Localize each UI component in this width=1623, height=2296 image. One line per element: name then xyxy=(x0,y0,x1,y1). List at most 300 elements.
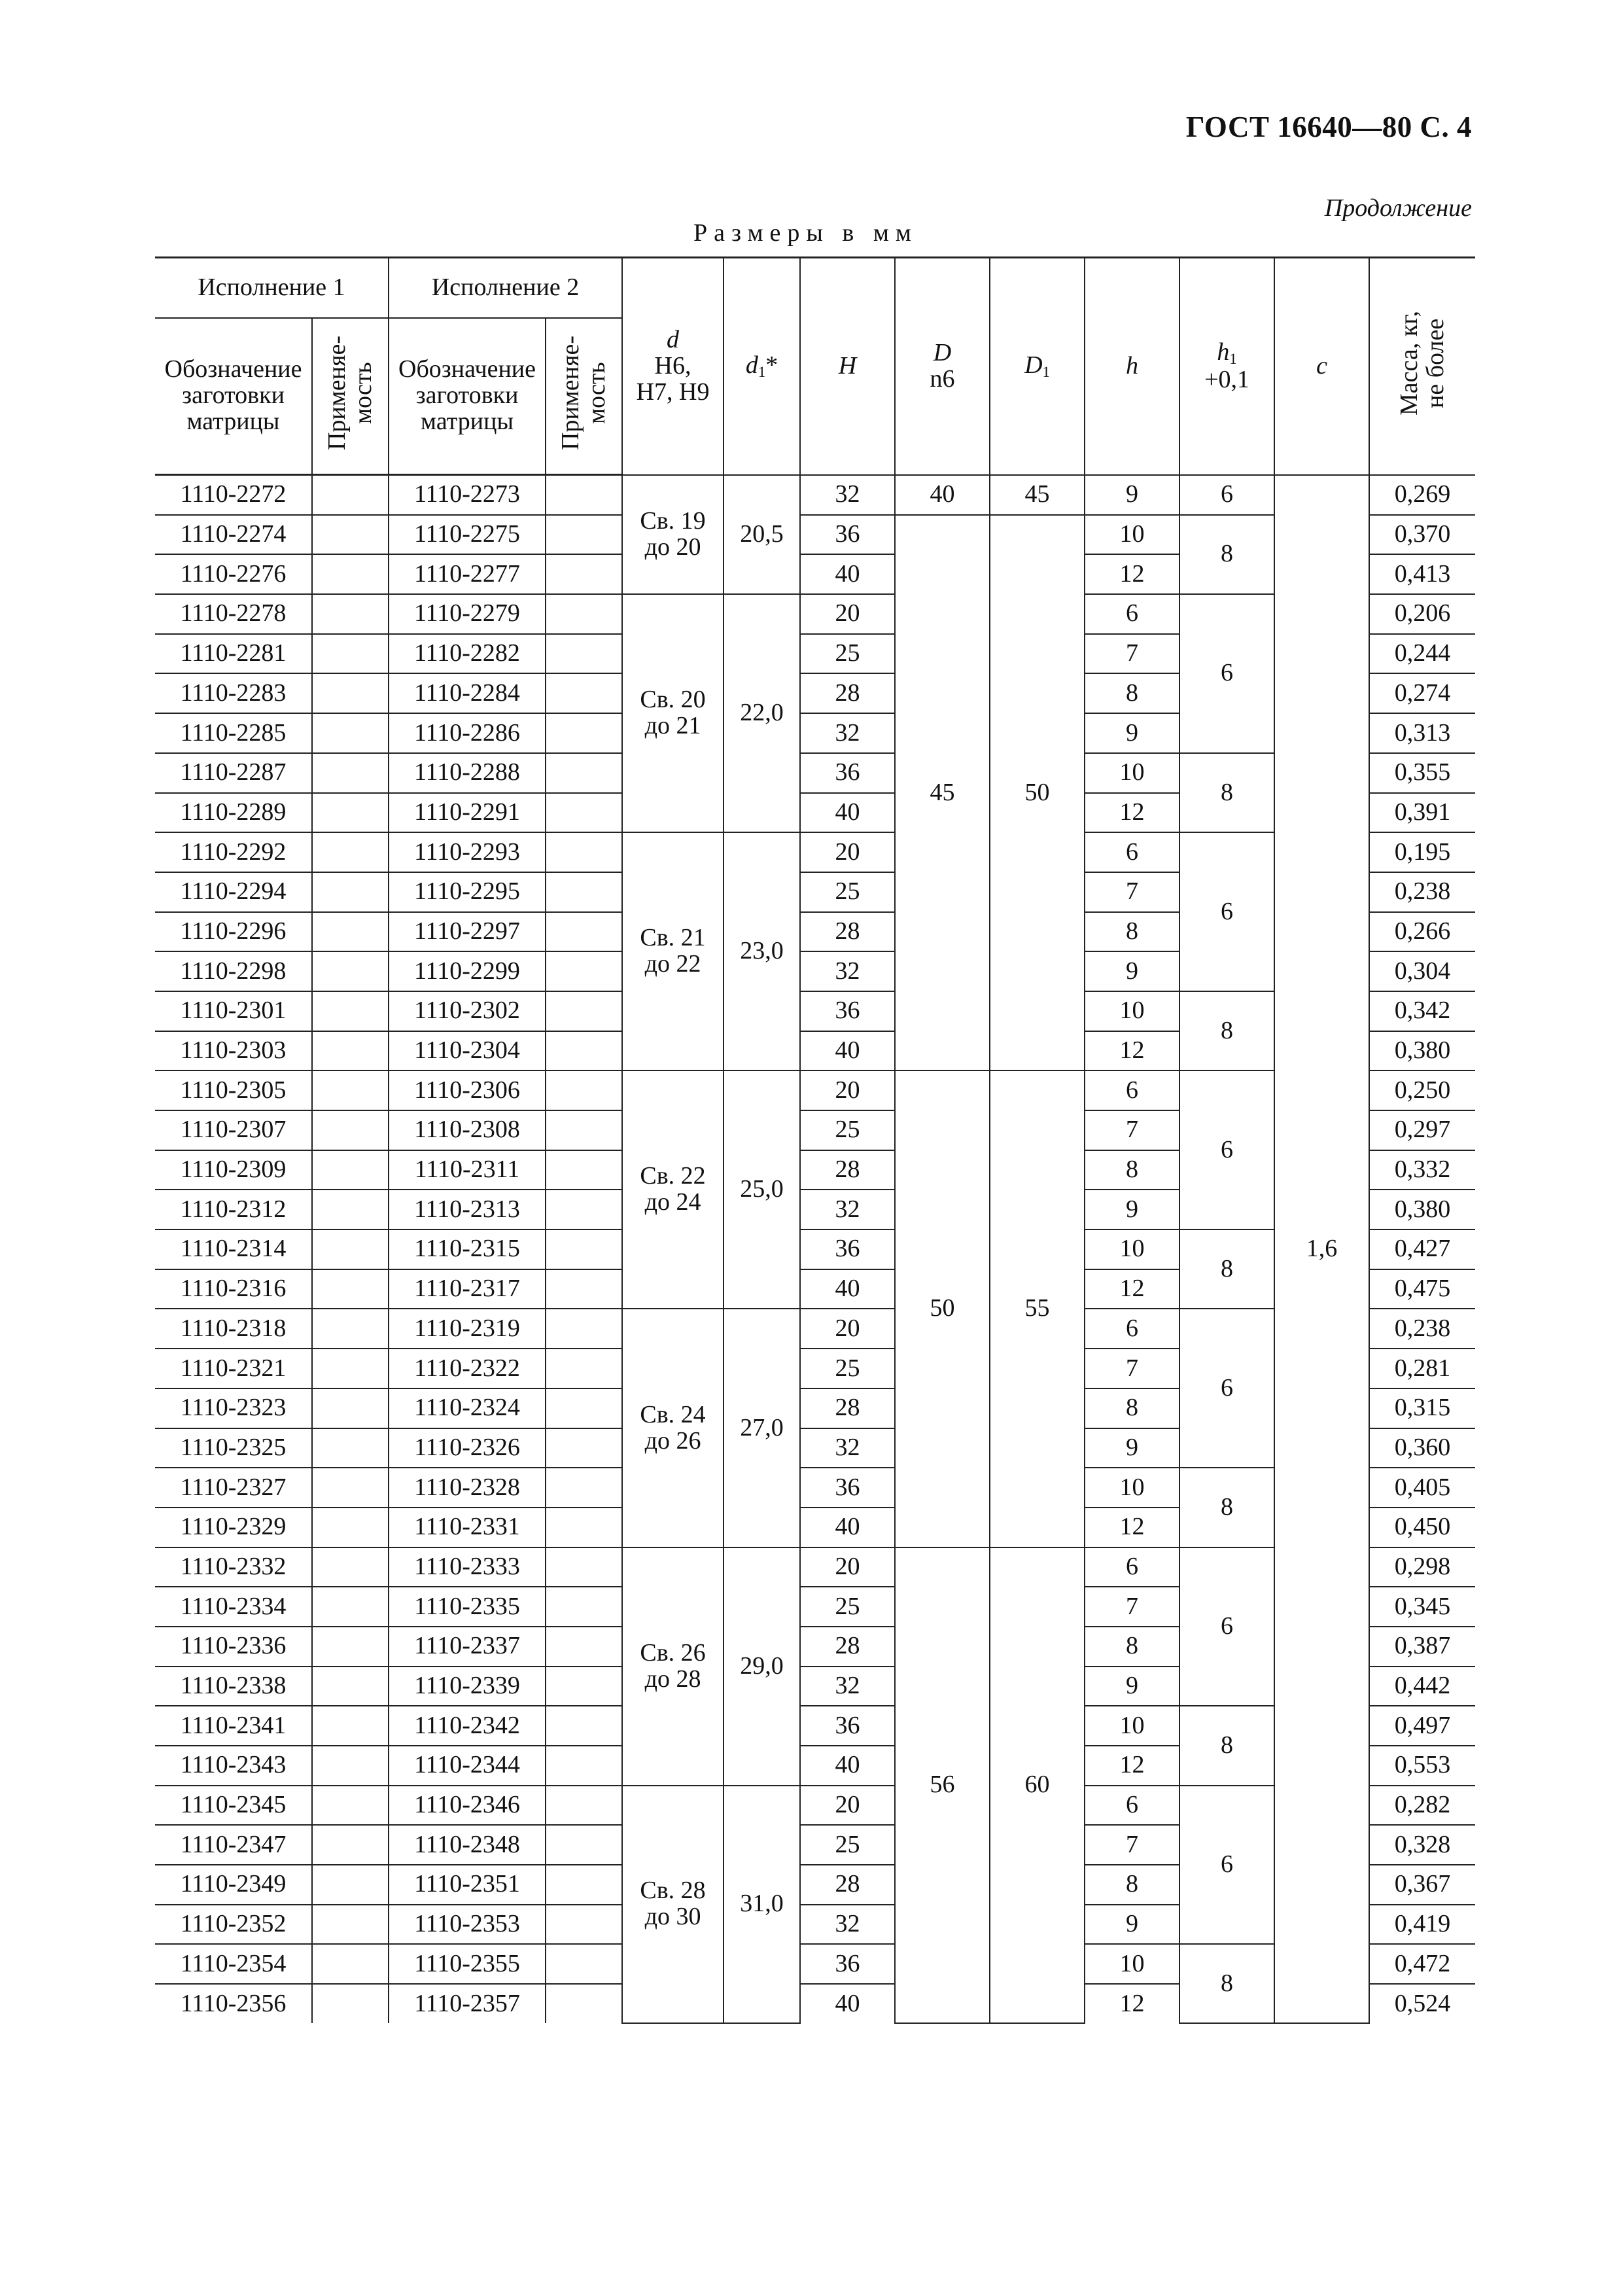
v2-designation-cell: 1110-2315 xyxy=(389,1229,546,1269)
D1-cell: 45 xyxy=(990,475,1085,515)
D-cell: 50 xyxy=(895,1070,990,1547)
H-cell: 28 xyxy=(800,673,895,713)
v1-applicability-cell xyxy=(312,1349,389,1388)
v2-designation-cell: 1110-2344 xyxy=(389,1746,546,1786)
v1-applicability-cell xyxy=(312,1667,389,1706)
h-cell: 9 xyxy=(1085,951,1179,991)
H-cell: 20 xyxy=(800,1547,895,1587)
mass-cell: 0,206 xyxy=(1369,594,1475,634)
dimensions-table xyxy=(155,256,1475,2024)
v2-applicability-cell xyxy=(546,1229,622,1269)
h1-cell: 8 xyxy=(1179,1944,1274,2022)
mass-cell: 0,313 xyxy=(1369,713,1475,753)
H-cell: 40 xyxy=(800,1984,895,2023)
v2-applicability-cell xyxy=(546,1110,622,1150)
h-cell: 6 xyxy=(1085,1547,1179,1587)
h-cell: 10 xyxy=(1085,1468,1179,1508)
v2-designation-cell: 1110-2293 xyxy=(389,832,546,872)
v1-applicability-cell xyxy=(312,1468,389,1508)
v2-applicability-cell xyxy=(546,634,622,674)
d-range-cell: Св. 28 до 30 xyxy=(622,1786,724,2023)
v1-applicability-cell xyxy=(312,1746,389,1786)
v1-applicability-cell xyxy=(312,872,389,912)
h-cell: 6 xyxy=(1085,1309,1179,1349)
v2-applicability-cell xyxy=(546,1746,622,1786)
v2-designation-cell: 1110-2297 xyxy=(389,912,546,952)
H-cell: 20 xyxy=(800,1070,895,1110)
h1-cell: 8 xyxy=(1179,1229,1274,1309)
v1-designation-cell: 1110-2285 xyxy=(155,713,312,753)
h1-cell: 8 xyxy=(1179,1706,1274,1785)
mass-cell: 0,195 xyxy=(1369,832,1475,872)
v2-applicability-cell xyxy=(546,1825,622,1865)
v1-designation-cell: 1110-2334 xyxy=(155,1587,312,1627)
v2-applicability-cell xyxy=(546,912,622,952)
v1-designation-cell: 1110-2305 xyxy=(155,1070,312,1110)
D1-cell: 55 xyxy=(990,1070,1085,1547)
mass-cell: 0,553 xyxy=(1369,1746,1475,1786)
v1-designation-cell: 1110-2343 xyxy=(155,1746,312,1786)
D-cell: 45 xyxy=(895,515,990,1071)
v2-applicability-cell xyxy=(546,1031,622,1071)
v1-applicability-cell xyxy=(312,1865,389,1905)
d1-cell: 31,0 xyxy=(724,1786,800,2023)
H-cell: 36 xyxy=(800,1468,895,1508)
mass-cell: 0,419 xyxy=(1369,1905,1475,1945)
D1-header: $D_1$ xyxy=(990,258,1085,475)
h1-cell: 6 xyxy=(1179,475,1274,515)
mass-cell: 0,355 xyxy=(1369,753,1475,793)
mass-cell: 0,472 xyxy=(1369,1944,1475,1984)
v2-applicability-cell xyxy=(546,673,622,713)
H-cell: 20 xyxy=(800,832,895,872)
h-cell: 6 xyxy=(1085,1070,1179,1110)
v1-designation-cell: 1110-2276 xyxy=(155,554,312,594)
h-cell: 9 xyxy=(1085,1905,1179,1945)
mass-cell: 0,497 xyxy=(1369,1706,1475,1746)
v1-applicability-cell xyxy=(312,1944,389,1984)
mass-cell: 0,345 xyxy=(1369,1587,1475,1627)
mass-cell: 0,332 xyxy=(1369,1150,1475,1190)
v1-applicability-cell xyxy=(312,554,389,594)
v1-designation-cell: 1110-2289 xyxy=(155,793,312,833)
v1-designation-cell: 1110-2321 xyxy=(155,1349,312,1388)
v1-designation-cell: 1110-2316 xyxy=(155,1269,312,1309)
d-range-cell: Св. 26 до 28 xyxy=(622,1547,724,1786)
v2-applicability-cell xyxy=(546,1944,622,1984)
h-cell: 10 xyxy=(1085,515,1179,555)
h-cell: 12 xyxy=(1085,1746,1179,1786)
mass-cell: 0,442 xyxy=(1369,1667,1475,1706)
d-range-cell: Св. 20 до 21 xyxy=(622,594,724,832)
v1-applicability-header: Применяе- мость xyxy=(312,318,389,475)
v2-applicability-cell xyxy=(546,554,622,594)
v1-designation-cell: 1110-2347 xyxy=(155,1825,312,1865)
mass-cell: 0,370 xyxy=(1369,515,1475,555)
v1-applicability-cell xyxy=(312,475,389,515)
v2-applicability-cell xyxy=(546,1984,622,2023)
d1-cell: 23,0 xyxy=(724,832,800,1070)
v2-designation-cell: 1110-2322 xyxy=(389,1349,546,1388)
v2-applicability-cell xyxy=(546,832,622,872)
H-cell: 28 xyxy=(800,1627,895,1667)
h-cell: 12 xyxy=(1085,1508,1179,1547)
h1-cell: 6 xyxy=(1179,1547,1274,1706)
h-cell: 8 xyxy=(1085,1388,1179,1428)
H-cell: 40 xyxy=(800,1746,895,1786)
H-cell: 20 xyxy=(800,1786,895,1826)
v2-designation-cell: 1110-2275 xyxy=(389,515,546,555)
v2-designation-cell: 1110-2304 xyxy=(389,1031,546,1071)
mass-cell: 0,475 xyxy=(1369,1269,1475,1309)
v1-designation-cell: 1110-2281 xyxy=(155,634,312,674)
d1-cell: 27,0 xyxy=(724,1309,800,1547)
v2-designation-cell: 1110-2351 xyxy=(389,1865,546,1905)
v1-designation-cell: 1110-2327 xyxy=(155,1468,312,1508)
units-label: Размеры в мм xyxy=(693,219,918,247)
H-cell: 36 xyxy=(800,1229,895,1269)
H-cell: 36 xyxy=(800,753,895,793)
H-cell: 36 xyxy=(800,515,895,555)
d1-cell: 20,5 xyxy=(724,475,800,595)
v1-applicability-cell xyxy=(312,1508,389,1547)
h-header: h xyxy=(1085,258,1179,475)
v2-designation-cell: 1110-2319 xyxy=(389,1309,546,1349)
H-cell: 25 xyxy=(800,1349,895,1388)
mass-cell: 0,387 xyxy=(1369,1627,1475,1667)
v1-designation-header: Обозначение заготовки матрицы xyxy=(155,318,312,475)
mass-cell: 0,250 xyxy=(1369,1070,1475,1110)
v2-designation-cell: 1110-2339 xyxy=(389,1667,546,1706)
v2-applicability-cell xyxy=(546,1547,622,1587)
H-cell: 36 xyxy=(800,1706,895,1746)
h1-cell: 6 xyxy=(1179,832,1274,991)
h-cell: 10 xyxy=(1085,753,1179,793)
v1-applicability-cell xyxy=(312,991,389,1031)
v2-applicability-header: Применяе- мость xyxy=(546,318,622,475)
v1-designation-cell: 1110-2349 xyxy=(155,1865,312,1905)
v2-designation-cell: 1110-2335 xyxy=(389,1587,546,1627)
mass-cell: 0,328 xyxy=(1369,1825,1475,1865)
mass-cell: 0,342 xyxy=(1369,991,1475,1031)
v1-designation-cell: 1110-2309 xyxy=(155,1150,312,1190)
H-cell: 32 xyxy=(800,951,895,991)
H-cell: 25 xyxy=(800,1587,895,1627)
mass-cell: 0,298 xyxy=(1369,1547,1475,1587)
H-cell: 32 xyxy=(800,475,895,515)
h-cell: 10 xyxy=(1085,1944,1179,1984)
v1-applicability-cell xyxy=(312,673,389,713)
v1-designation-cell: 1110-2283 xyxy=(155,673,312,713)
h-cell: 8 xyxy=(1085,673,1179,713)
v2-applicability-cell xyxy=(546,872,622,912)
H-cell: 40 xyxy=(800,1508,895,1547)
h-cell: 9 xyxy=(1085,713,1179,753)
h1-cell: 6 xyxy=(1179,1309,1274,1468)
h-cell: 6 xyxy=(1085,1786,1179,1826)
v1-designation-cell: 1110-2296 xyxy=(155,912,312,952)
v2-applicability-cell xyxy=(546,1070,622,1110)
v1-applicability-cell xyxy=(312,1547,389,1587)
v2-designation-cell: 1110-2355 xyxy=(389,1944,546,1984)
v2-designation-cell: 1110-2295 xyxy=(389,872,546,912)
v1-designation-cell: 1110-2272 xyxy=(155,475,312,515)
v2-applicability-cell xyxy=(546,991,622,1031)
v2-designation-cell: 1110-2324 xyxy=(389,1388,546,1428)
d1-cell: 29,0 xyxy=(724,1547,800,1786)
v2-applicability-cell xyxy=(546,1508,622,1547)
v1-designation-cell: 1110-2312 xyxy=(155,1190,312,1229)
v2-designation-cell: 1110-2357 xyxy=(389,1984,546,2023)
v1-designation-cell: 1110-2278 xyxy=(155,594,312,634)
v2-applicability-cell xyxy=(546,1786,622,1826)
v2-applicability-cell xyxy=(546,1865,622,1905)
H-cell: 32 xyxy=(800,1428,895,1468)
v1-applicability-cell xyxy=(312,515,389,555)
v2-designation-cell: 1110-2317 xyxy=(389,1269,546,1309)
v1-applicability-cell xyxy=(312,1309,389,1349)
H-cell: 20 xyxy=(800,1309,895,1349)
H-cell: 25 xyxy=(800,1825,895,1865)
h1-cell: 6 xyxy=(1179,1786,1274,1945)
v1-applicability-cell xyxy=(312,1110,389,1150)
mass-cell: 0,380 xyxy=(1369,1190,1475,1229)
H-cell: 40 xyxy=(800,554,895,594)
v2-designation-cell: 1110-2284 xyxy=(389,673,546,713)
H-cell: 28 xyxy=(800,912,895,952)
v1-applicability-cell xyxy=(312,1786,389,1826)
v1-applicability-cell xyxy=(312,1269,389,1309)
v1-applicability-cell xyxy=(312,1706,389,1746)
v1-applicability-cell xyxy=(312,1229,389,1269)
v2-applicability-cell xyxy=(546,951,622,991)
h1-cell: 6 xyxy=(1179,594,1274,753)
H-cell: 28 xyxy=(800,1388,895,1428)
mass-cell: 0,269 xyxy=(1369,475,1475,515)
v2-applicability-cell xyxy=(546,1706,622,1746)
v1-designation-cell: 1110-2303 xyxy=(155,1031,312,1071)
v2-designation-cell: 1110-2331 xyxy=(389,1508,546,1547)
v1-designation-cell: 1110-2287 xyxy=(155,753,312,793)
v1-designation-cell: 1110-2354 xyxy=(155,1944,312,1984)
h1-cell: 8 xyxy=(1179,515,1274,594)
H-cell: 32 xyxy=(800,1190,895,1229)
D1-cell: 50 xyxy=(990,515,1085,1071)
d1-cell: 25,0 xyxy=(724,1070,800,1309)
d-range-cell: Св. 19 до 20 xyxy=(622,475,724,595)
v2-designation-cell: 1110-2286 xyxy=(389,713,546,753)
v2-applicability-cell xyxy=(546,594,622,634)
v2-applicability-cell xyxy=(546,1428,622,1468)
mass-cell: 0,524 xyxy=(1369,1984,1475,2023)
c-header: c xyxy=(1274,258,1369,475)
v2-designation-cell: 1110-2348 xyxy=(389,1825,546,1865)
c-cell: 1,6 xyxy=(1274,475,1369,2023)
h1-header: $h_1$ +0,1 xyxy=(1179,258,1274,475)
v2-designation-cell: 1110-2273 xyxy=(389,475,546,515)
mass-cell: 0,282 xyxy=(1369,1786,1475,1826)
D-header: D n6 xyxy=(895,258,990,475)
v2-applicability-cell xyxy=(546,1349,622,1388)
h-cell: 9 xyxy=(1085,1667,1179,1706)
h-cell: 12 xyxy=(1085,1984,1179,2023)
H-cell: 32 xyxy=(800,1905,895,1945)
v2-designation-cell: 1110-2311 xyxy=(389,1150,546,1190)
v1-applicability-cell xyxy=(312,1905,389,1945)
v1-applicability-cell xyxy=(312,594,389,634)
H-cell: 36 xyxy=(800,1944,895,1984)
v2-designation-cell: 1110-2326 xyxy=(389,1428,546,1468)
v2-designation-cell: 1110-2299 xyxy=(389,951,546,991)
v1-applicability-cell xyxy=(312,951,389,991)
mass-cell: 0,274 xyxy=(1369,673,1475,713)
D-cell: 40 xyxy=(895,475,990,515)
h-cell: 10 xyxy=(1085,991,1179,1031)
H-cell: 20 xyxy=(800,594,895,634)
H-cell: 25 xyxy=(800,1110,895,1150)
v2-designation-cell: 1110-2353 xyxy=(389,1905,546,1945)
v2-applicability-cell xyxy=(546,1667,622,1706)
v2-designation-header: Обозначение заготовки матрицы xyxy=(389,318,546,475)
d1-header: $d_1*$ xyxy=(724,258,800,475)
v1-applicability-cell xyxy=(312,634,389,674)
v1-applicability-cell xyxy=(312,1388,389,1428)
v2-applicability-cell xyxy=(546,1627,622,1667)
mass-cell: 0,304 xyxy=(1369,951,1475,991)
mass-cell: 0,380 xyxy=(1369,1031,1475,1071)
v1-applicability-cell xyxy=(312,912,389,952)
v2-applicability-cell xyxy=(546,713,622,753)
v1-designation-cell: 1110-2318 xyxy=(155,1309,312,1349)
mass-cell: 0,266 xyxy=(1369,912,1475,952)
v2-applicability-cell xyxy=(546,475,622,515)
mass-cell: 0,413 xyxy=(1369,554,1475,594)
v1-designation-cell: 1110-2294 xyxy=(155,872,312,912)
v1-designation-cell: 1110-2325 xyxy=(155,1428,312,1468)
v1-applicability-cell xyxy=(312,1825,389,1865)
v1-applicability-cell xyxy=(312,1150,389,1190)
mass-cell: 0,244 xyxy=(1369,634,1475,674)
D1-cell: 60 xyxy=(990,1547,1085,2023)
v1-applicability-cell xyxy=(312,713,389,753)
v1-applicability-cell xyxy=(312,1984,389,2023)
mass-cell: 0,391 xyxy=(1369,793,1475,833)
h-cell: 7 xyxy=(1085,1825,1179,1865)
h-cell: 12 xyxy=(1085,1031,1179,1071)
v2-applicability-cell xyxy=(546,1269,622,1309)
d-range-cell: Св. 22 до 24 xyxy=(622,1070,724,1309)
v1-designation-cell: 1110-2332 xyxy=(155,1547,312,1587)
h-cell: 6 xyxy=(1085,594,1179,634)
H-cell: 40 xyxy=(800,1031,895,1071)
h1-cell: 8 xyxy=(1179,991,1274,1070)
mass-cell: 0,315 xyxy=(1369,1388,1475,1428)
v1-designation-cell: 1110-2352 xyxy=(155,1905,312,1945)
h-cell: 8 xyxy=(1085,1150,1179,1190)
H-cell: 28 xyxy=(800,1150,895,1190)
v1-designation-cell: 1110-2356 xyxy=(155,1984,312,2023)
H-header: H xyxy=(800,258,895,475)
h-cell: 10 xyxy=(1085,1229,1179,1269)
h-cell: 6 xyxy=(1085,832,1179,872)
v1-applicability-cell xyxy=(312,1627,389,1667)
mass-header: Масса, кг, не более xyxy=(1369,258,1475,475)
v2-designation-cell: 1110-2279 xyxy=(389,594,546,634)
D-cell: 56 xyxy=(895,1547,990,2023)
v2-applicability-cell xyxy=(546,1905,622,1945)
d-range-cell: Св. 24 до 26 xyxy=(622,1309,724,1547)
h-cell: 9 xyxy=(1085,1428,1179,1468)
v1-designation-cell: 1110-2336 xyxy=(155,1627,312,1667)
v1-applicability-cell xyxy=(312,1190,389,1229)
mass-cell: 0,367 xyxy=(1369,1865,1475,1905)
v2-applicability-cell xyxy=(546,1388,622,1428)
d-header: d H6, H7, H9 xyxy=(622,258,724,475)
h1-cell: 8 xyxy=(1179,1468,1274,1547)
v1-applicability-cell xyxy=(312,1587,389,1627)
v1-designation-cell: 1110-2314 xyxy=(155,1229,312,1269)
H-cell: 28 xyxy=(800,1865,895,1905)
v1-applicability-cell xyxy=(312,1428,389,1468)
h-cell: 7 xyxy=(1085,872,1179,912)
v1-designation-cell: 1110-2323 xyxy=(155,1388,312,1428)
v2-designation-cell: 1110-2346 xyxy=(389,1786,546,1826)
h-cell: 12 xyxy=(1085,1269,1179,1309)
v2-applicability-cell xyxy=(546,1309,622,1349)
h-cell: 7 xyxy=(1085,1587,1179,1627)
v1-applicability-cell xyxy=(312,793,389,833)
v1-designation-cell: 1110-2338 xyxy=(155,1667,312,1706)
v1-designation-cell: 1110-2307 xyxy=(155,1110,312,1150)
H-cell: 25 xyxy=(800,872,895,912)
v2-designation-cell: 1110-2282 xyxy=(389,634,546,674)
H-cell: 25 xyxy=(800,634,895,674)
h-cell: 12 xyxy=(1085,793,1179,833)
v2-applicability-cell xyxy=(546,515,622,555)
v2-designation-cell: 1110-2313 xyxy=(389,1190,546,1229)
H-cell: 36 xyxy=(800,991,895,1031)
v2-designation-cell: 1110-2333 xyxy=(389,1547,546,1587)
mass-cell: 0,405 xyxy=(1369,1468,1475,1508)
v1-designation-cell: 1110-2301 xyxy=(155,991,312,1031)
mass-cell: 0,281 xyxy=(1369,1349,1475,1388)
mass-cell: 0,238 xyxy=(1369,1309,1475,1349)
v1-designation-cell: 1110-2345 xyxy=(155,1786,312,1826)
d1-cell: 22,0 xyxy=(724,594,800,832)
v2-designation-cell: 1110-2337 xyxy=(389,1627,546,1667)
h-cell: 8 xyxy=(1085,1865,1179,1905)
table-body xyxy=(155,475,1475,2023)
H-cell: 40 xyxy=(800,1269,895,1309)
v1-designation-cell: 1110-2274 xyxy=(155,515,312,555)
mass-cell: 0,427 xyxy=(1369,1229,1475,1269)
v2-applicability-cell xyxy=(546,793,622,833)
v2-designation-cell: 1110-2306 xyxy=(389,1070,546,1110)
h1-cell: 6 xyxy=(1179,1070,1274,1229)
v1-designation-cell: 1110-2298 xyxy=(155,951,312,991)
v2-designation-cell: 1110-2342 xyxy=(389,1706,546,1746)
v2-applicability-cell xyxy=(546,1587,622,1627)
v2-applicability-cell xyxy=(546,1190,622,1229)
h-cell: 9 xyxy=(1085,475,1179,515)
mass-cell: 0,450 xyxy=(1369,1508,1475,1547)
v1-designation-cell: 1110-2329 xyxy=(155,1508,312,1547)
h1-cell: 8 xyxy=(1179,753,1274,832)
H-cell: 32 xyxy=(800,713,895,753)
v1-applicability-cell xyxy=(312,832,389,872)
h-cell: 7 xyxy=(1085,1110,1179,1150)
page-header: ГОСТ 16640—80 С. 4 xyxy=(1185,111,1472,143)
